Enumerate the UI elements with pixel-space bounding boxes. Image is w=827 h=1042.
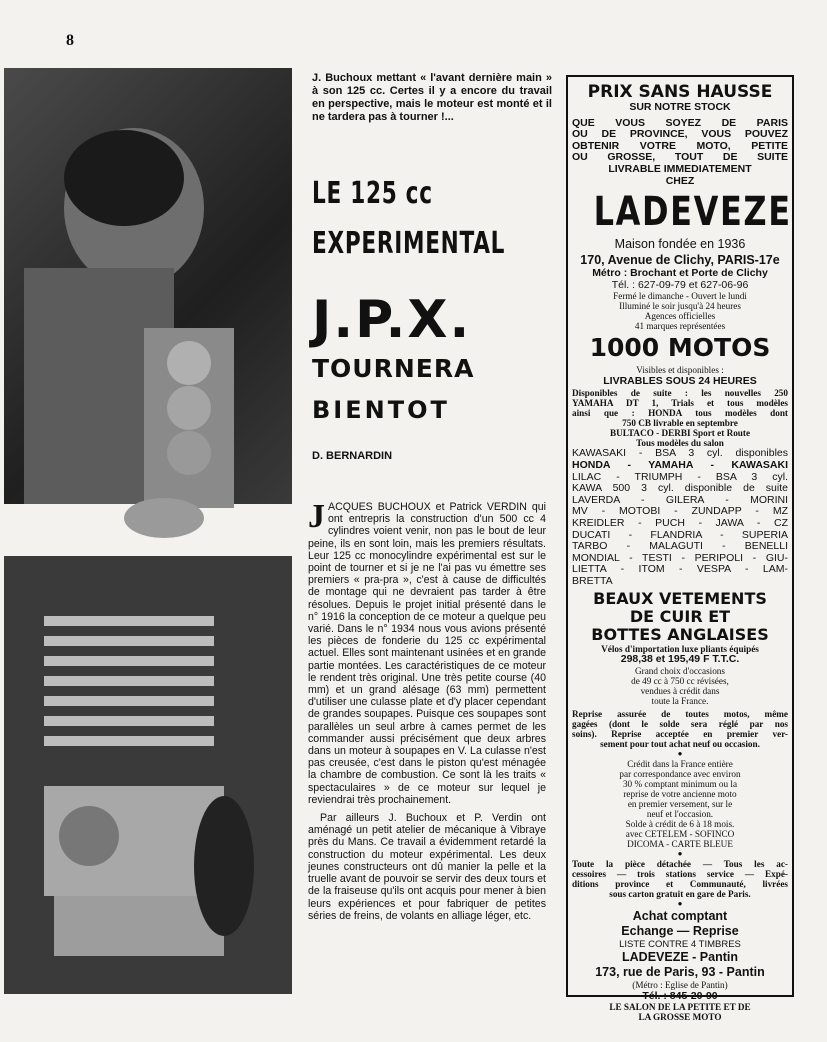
ad-motos-headline: 1000 MOTOS: [589, 333, 771, 363]
headline-line-3: J.P.X.: [312, 290, 472, 350]
ad-pantin-phone: Tél. : 845-20-90: [642, 990, 718, 1003]
ad-model-line-4: KAWA 500 3 cyl. disponible de suite: [572, 482, 788, 495]
ad-credit-9: DICOMA - CARTE BLEUE: [627, 839, 733, 850]
ad-agencies: Agences officielles: [644, 311, 716, 322]
ad-model-line-9: TARBO - MALAGUTI - BENELLI: [572, 540, 788, 553]
drop-cap: J: [308, 498, 325, 535]
ad-parts-1: Toute la pièce détachée — Tous les ac-: [572, 859, 788, 870]
ad-model-line-11: LIETTA - ITOM - VESPA - LAM-: [572, 563, 788, 576]
ad-model-line-2: HONDA - YAMAHA - KAWASAKI: [572, 458, 788, 471]
ad-credit-1: Crédit dans la France entière: [627, 759, 733, 770]
article-body: [308, 498, 546, 928]
ad-salon-1: LE SALON DE LA PETITE ET DE: [609, 1002, 751, 1013]
ad-hours-1: Fermé le dimanche - Ouvert le lundi: [613, 291, 747, 302]
headline-line-1: LE 125 cc: [312, 176, 433, 211]
ad-used-3: vendues à crédit dans: [640, 686, 720, 697]
ad-model-line-10: MONDIAL - TESTI - PERIPOLI - GIU-: [572, 551, 788, 564]
photo-caption: J. Buchoux mettant « l'avant dernière main » à son 125 cc. Certes il y a encore du travail en perspective, mais le moteur est monté et il ne tardera pas à tourner !...: [312, 72, 552, 123]
ad-bikes-price: 298,38 et 195,49 F T.T.C.: [620, 653, 740, 666]
ad-bullet-3: ●: [677, 899, 683, 909]
ad-bullet-1: ●: [677, 749, 683, 759]
ad-address: 170, Avenue de Clichy, PARIS-17e: [580, 253, 780, 268]
ad-visible: Visibles et disponibles :: [636, 365, 724, 376]
ad-clothing-line-1: BEAUX VETEMENTS: [593, 589, 767, 609]
headline-line-5: BIENTOT: [312, 396, 450, 424]
ad-clothing-line-2: DE CUIR ET: [629, 607, 731, 627]
ad-pantin-metro: (Métro : Eglise de Pantin): [632, 980, 728, 991]
ad-dispo-1: Disponibles de suite : les nouvelles 250: [572, 388, 788, 399]
ad-salon-2: LA GROSSE MOTO: [638, 1012, 722, 1023]
ad-model-line-12: BRETTA: [572, 574, 613, 587]
ad-metro: Métro : Brochant et Porte de Clichy: [592, 267, 768, 280]
ad-model-line-5: LAVERDA - GILERA - MORINI: [572, 493, 788, 506]
ad-credit-2: par correspondance avec environ: [619, 769, 741, 780]
ad-intro-line-2: OU DE PROVINCE, VOUS POUVEZ: [572, 128, 788, 141]
ad-dispo-4: 750 CB livrable en septembre: [622, 418, 738, 429]
ad-bikes-line-1: Vélos d'importation luxe pliants équipés: [601, 644, 759, 655]
ad-dispo-3: ainsi que : HONDA tous modèles dont: [572, 408, 788, 419]
ad-tradein-2: gagées (dont le solde sera réglé par nos: [572, 719, 788, 730]
page-number: 8: [66, 32, 74, 49]
ad-dispo-2: YAMAHA DT 1, Trials et tous modèles: [572, 398, 788, 409]
ad-intro-line-6: CHEZ: [665, 174, 695, 187]
ad-intro-line-1: QUE VOUS SOYEZ DE PARIS: [572, 116, 788, 129]
ad-used-2: de 49 cc à 750 cc révisées,: [631, 676, 729, 687]
ad-tradein-4: sement pour tout achat neuf ou occasion.: [600, 739, 760, 750]
advertisement-ladeveze: [572, 82, 792, 1023]
ad-intro-line-4: OU GROSSE, TOUT DE SUITE: [572, 151, 788, 164]
ad-model-line-8: DUCATI - FLANDRIA - SUPERIA: [572, 528, 788, 541]
ad-hours-2: Illuminé le soir jusqu'à 24 heures: [619, 301, 741, 312]
ad-subheadline: SUR NOTRE STOCK: [629, 101, 731, 113]
ad-credit-6: neuf et l'occasion.: [646, 809, 714, 820]
ad-model-line-7: KREIDLER - PUCH - JAWA - CZ: [572, 516, 788, 529]
ad-headline: PRIX SANS HAUSSE: [587, 82, 773, 102]
headline-line-4: TOURNERA: [312, 354, 475, 383]
ad-credit-3: 30 % comptant minimum ou la: [622, 779, 738, 790]
ad-parts-3: ditions province et Communauté, livrées: [572, 879, 788, 890]
photo-mechanic-with-engine: [4, 68, 292, 504]
ad-credit-4: reprise de votre ancienne moto: [623, 789, 737, 800]
ad-credit-8: avec CETELEM - SOFINCO: [625, 829, 735, 840]
ad-credit-5: en premier versement, sur le: [627, 799, 733, 810]
author-byline: D. BERNARDIN: [312, 450, 393, 462]
article-paragraph-1: [308, 498, 546, 806]
ad-used-4: toute la France.: [651, 696, 709, 707]
ad-clothing-line-3: BOTTES ANGLAISES: [591, 625, 769, 645]
ad-delivery: LIVRABLES SOUS 24 HEURES: [603, 375, 757, 388]
ad-used-1: Grand choix d'occasions: [635, 666, 725, 677]
ad-exchange: Echange — Reprise: [621, 924, 739, 939]
ad-credit-7: Solde à crédit de 6 à 18 mois.: [625, 819, 735, 830]
ad-list: LISTE CONTRE 4 TIMBRES: [619, 939, 741, 951]
ad-model-line-3: LILAC - TRIUMPH - BSA 3 cyl.: [572, 470, 788, 483]
photo-engine-closeup: [4, 556, 292, 994]
photo-bottom-illustration: [4, 556, 292, 994]
article-paragraph-2: Par ailleurs J. Buchoux et P. Verdin ont aménagé un petit atelier de mécanique à Vibraye près du Mans. Ce travail a évidemment retardé la construction du moteur expérimental. Les deux jeunes constructeurs ont dû manier la pelle et la truelle avant de pouvoir se servir des deux tours et de la fraiseuse qu'ils ont acquis pour mener à bien leurs expériences et pour fabriquer de petites séries de freins, de volants en alliage léger, etc.: [308, 812, 546, 922]
ad-parts-4: sous carton gratuit en gare de Paris.: [609, 889, 751, 900]
ad-intro-line-3: OBTENIR VOTRE MOTO, PETITE: [572, 139, 788, 152]
ad-pantin-name: LADEVEZE - Pantin: [622, 950, 738, 965]
ad-founded: Maison fondée en 1936: [614, 237, 746, 252]
photo-top-illustration: [4, 68, 292, 504]
ad-tradein-1: Reprise assurée de toutes motos, même: [572, 709, 788, 720]
ad-brands-count: 41 marques représentées: [634, 321, 726, 332]
ad-dispo-5: BULTACO - DERBI Sport et Route: [609, 428, 751, 439]
ad-tradein-3: soins). Reprise acceptée en premier ver-: [572, 729, 788, 740]
ad-cash-purchase: Achat comptant: [632, 909, 728, 924]
ad-model-line-6: MV - MOTOBI - ZUNDAPP - MZ: [572, 505, 788, 518]
ad-brand-name: LADEVEZE: [593, 189, 792, 236]
ad-phone: Tél. : 627-09-79 et 627-06-96: [611, 278, 749, 291]
ad-dispo-6: Tous modèles du salon: [636, 438, 724, 449]
article-paragraph-1-text: ACQUES BUCHOUX et Patrick VERDIN qui ont entrepris la construction d'un 500 cc 4 cylindres voient venir, non pas le bout de leur peine, ils en sont loin, mais les premiers résultats. Leur 125 cc monocylindre expérimental est sur le point de tourner et si je ne l'ai pas vu émettre ses premiers « pra-pra », c'est à cause de difficultés de montage qui ne devraient pas tarder à être résolues. Depuis le projet initial présenté dans le n° 1916 la conception de ce moteur a quelque peu varié. Dans le n° 1934 nous vous avions présenté les pièces de fonderie du 125 cc expérimental actuel. Elles sont maintenant usinées et en grande partie montées. Les caractéristiques de ce moteur le rendent très original. Une très petite course (40 mm) et un grand alésage (63 mm) permettent d'utiliser une culasse plate et d'y placer cependant de grandes soupapes. Puisque ces soupapes sont parallèles un seul arbre à cames permet de les commander aussi précisément que deux arbres dans un moteur à soupapes en V. La culasse n'est pas creusée, c'est dans le piston qu'est ménagée la chambre de combustion. Ce sont là les traits « spectaculaires » de ce moteur sur lequel je reviendrai très prochainement.: [308, 501, 546, 806]
ad-bullet-2: ●: [677, 849, 683, 859]
headline-line-2: EXPERIMENTAL: [312, 226, 506, 261]
ad-parts-2: cessoires — trois stations service — Expé-: [572, 869, 788, 880]
ad-model-line-1: KAWASAKI - BSA 3 cyl. disponibles: [572, 447, 788, 460]
ad-intro-line-5: LIVRABLE IMMEDIATEMENT: [608, 162, 752, 175]
ad-pantin-address: 173, rue de Paris, 93 - Pantin: [595, 965, 765, 980]
